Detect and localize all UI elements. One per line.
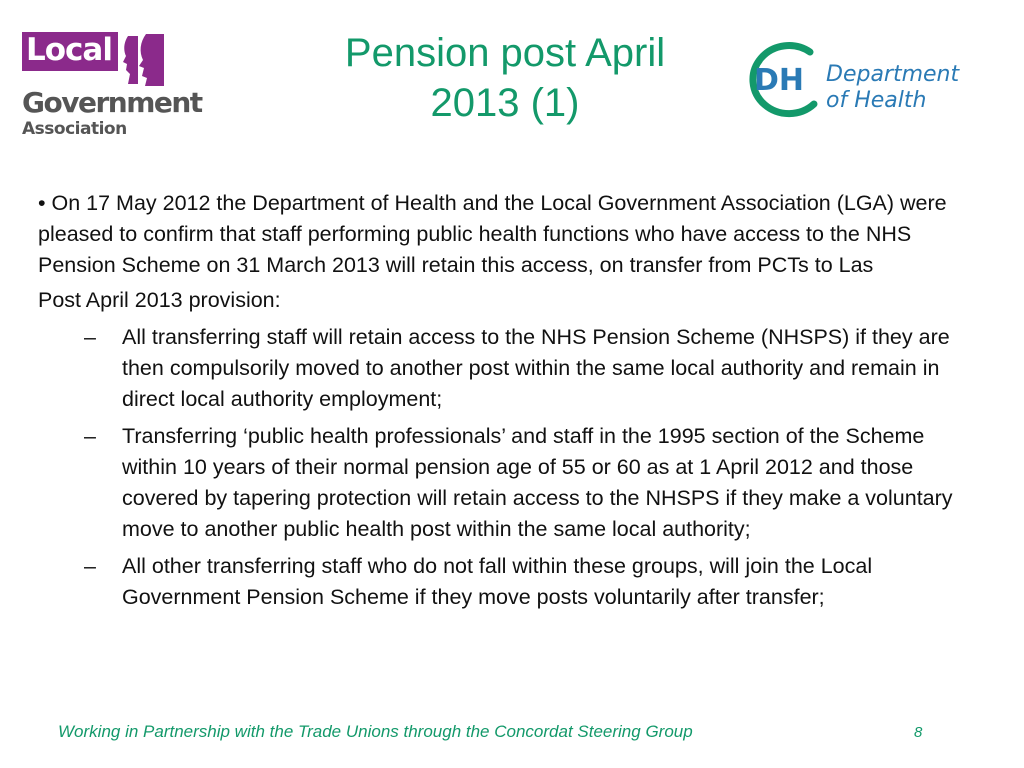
lga-logo-association: Association [22, 119, 127, 140]
list-item-text: All transferring staff will retain access to the NHS Pension Scheme (NHSPS) if they are then compulsorily moved to another post within the same local authority and remain in direct local authority employment; [122, 325, 950, 411]
list-item [84, 421, 958, 545]
list-item [84, 322, 958, 415]
dh-badge-text: DH [754, 63, 805, 98]
page-number: 8 [914, 724, 923, 741]
dh-logo [740, 42, 1000, 122]
sub-heading: Post April 2013 provision: [38, 288, 281, 312]
list-item-text: Transferring ‘public health professionals’ and staff in the 1995 section of the Scheme within 10 years of their normal pension age of 55 or 60 as at 1 April 2012 and those covered by tapering protection will retain access to the NHSPS if they make a voluntary move to another public health post within the same local authority; [122, 424, 953, 541]
lga-logo [22, 32, 202, 150]
footer-text: Working in Partnership with the Trade Unions through the Concordat Steering Group [58, 722, 693, 741]
provision-list [84, 322, 958, 613]
intro-bullet: • On 17 May 2012 the Department of Health and the Local Government Association (LGA) were pleased to confirm that staff performing public health functions who have access to the NHS Pension Scheme on 31 March 2013 will retain this access, on transfer from PCTs to Las [38, 191, 947, 277]
dash-marker: – [84, 554, 96, 578]
dh-logo-line1: Department [826, 62, 960, 87]
lga-faces-icon [120, 34, 170, 86]
slide-title-line1: Pension post April [344, 31, 666, 75]
list-item-text: All other transferring staff who do not fall within these groups, will join the Local Government Pension Scheme if they move posts voluntarily after transfer; [122, 554, 873, 609]
dash-marker: – [84, 325, 96, 349]
dash-marker: – [84, 424, 96, 448]
dh-logo-text [826, 62, 959, 114]
slide-body [38, 188, 958, 619]
lga-logo-local: Local [22, 32, 118, 71]
slide-title-line2: 2013 (1) [430, 81, 580, 125]
dh-badge-icon [740, 42, 826, 118]
slide-title [270, 28, 740, 128]
lga-logo-government: Government [22, 86, 202, 119]
dh-logo-line2: of Health [826, 88, 927, 113]
list-item [84, 551, 958, 613]
